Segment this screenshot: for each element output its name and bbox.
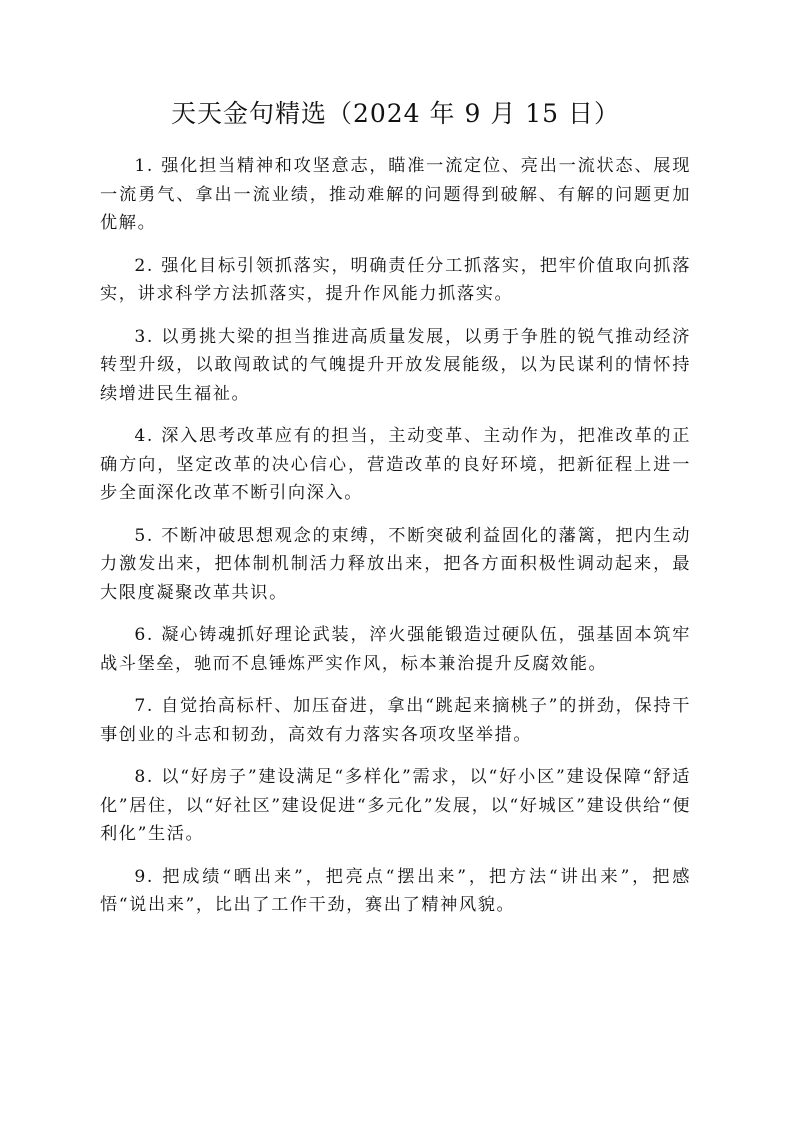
paragraph-2: 2. 强化目标引领抓落实，明确责任分工抓落实，把牢价值取向抓落实，讲求科学方法抓落实，提升作风能力抓落实。 [100,255,691,304]
paragraph-6: 6. 凝心铸魂抓好理论武装，淬火强能锻造过硬队伍，强基固本筑牢战斗堡垒，驰而不息锤炼严实作风，标本兼治提升反腐效能。 [100,625,691,674]
paragraph-7: 7. 自觉抬高标杆、加压奋进，拿出“跳起来摘桃子”的拼劲，保持干事创业的斗志和韧劲，高效有力落实各项攻坚举措。 [100,696,691,745]
paragraph-list [100,152,691,920]
paragraph-9: 9. 把成绩“晒出来”，把亮点“摆出来”，把方法“讲出来”，把感悟“说出来”，比出了工作干劲，赛出了精神风貌。 [100,866,691,915]
paragraph-8: 8. 以“好房子”建设满足“多样化”需求，以“好小区”建设保障“舒适化”居住，以“好社区”建设促进“多元化”发展，以“好城区”建设供给“便利化”生活。 [100,767,691,844]
paragraph-3: 3. 以勇挑大梁的担当推进高质量发展，以勇于争胜的锐气推动经济转型升级，以敢闯敢试的气魄提升开放发展能级，以为民谋利的情怀持续增进民生福祉。 [100,326,691,404]
document-title: 天天金句精选（2024 年 9 月 15 日） [170,99,621,128]
paragraph-1: 1. 强化担当精神和攻坚意志，瞄准一流定位、亮出一流状态、展现一流勇气、拿出一流业绩，推动难解的问题得到破解、有解的问题更加优解。 [100,156,691,233]
paragraph-4: 4. 深入思考改革应有的担当，主动变革、主动作为，把准改革的正确方向，坚定改革的决心信心，营造改革的良好环境，把新征程上进一步全面深化改革不断引向深入。 [100,426,691,503]
paragraph-5: 5. 不断冲破思想观念的束缚，不断突破利益固化的藩篱，把内生动力激发出来，把体制机制活力释放出来，把各方面积极性调动起来，最大限度凝聚改革共识。 [100,525,691,603]
